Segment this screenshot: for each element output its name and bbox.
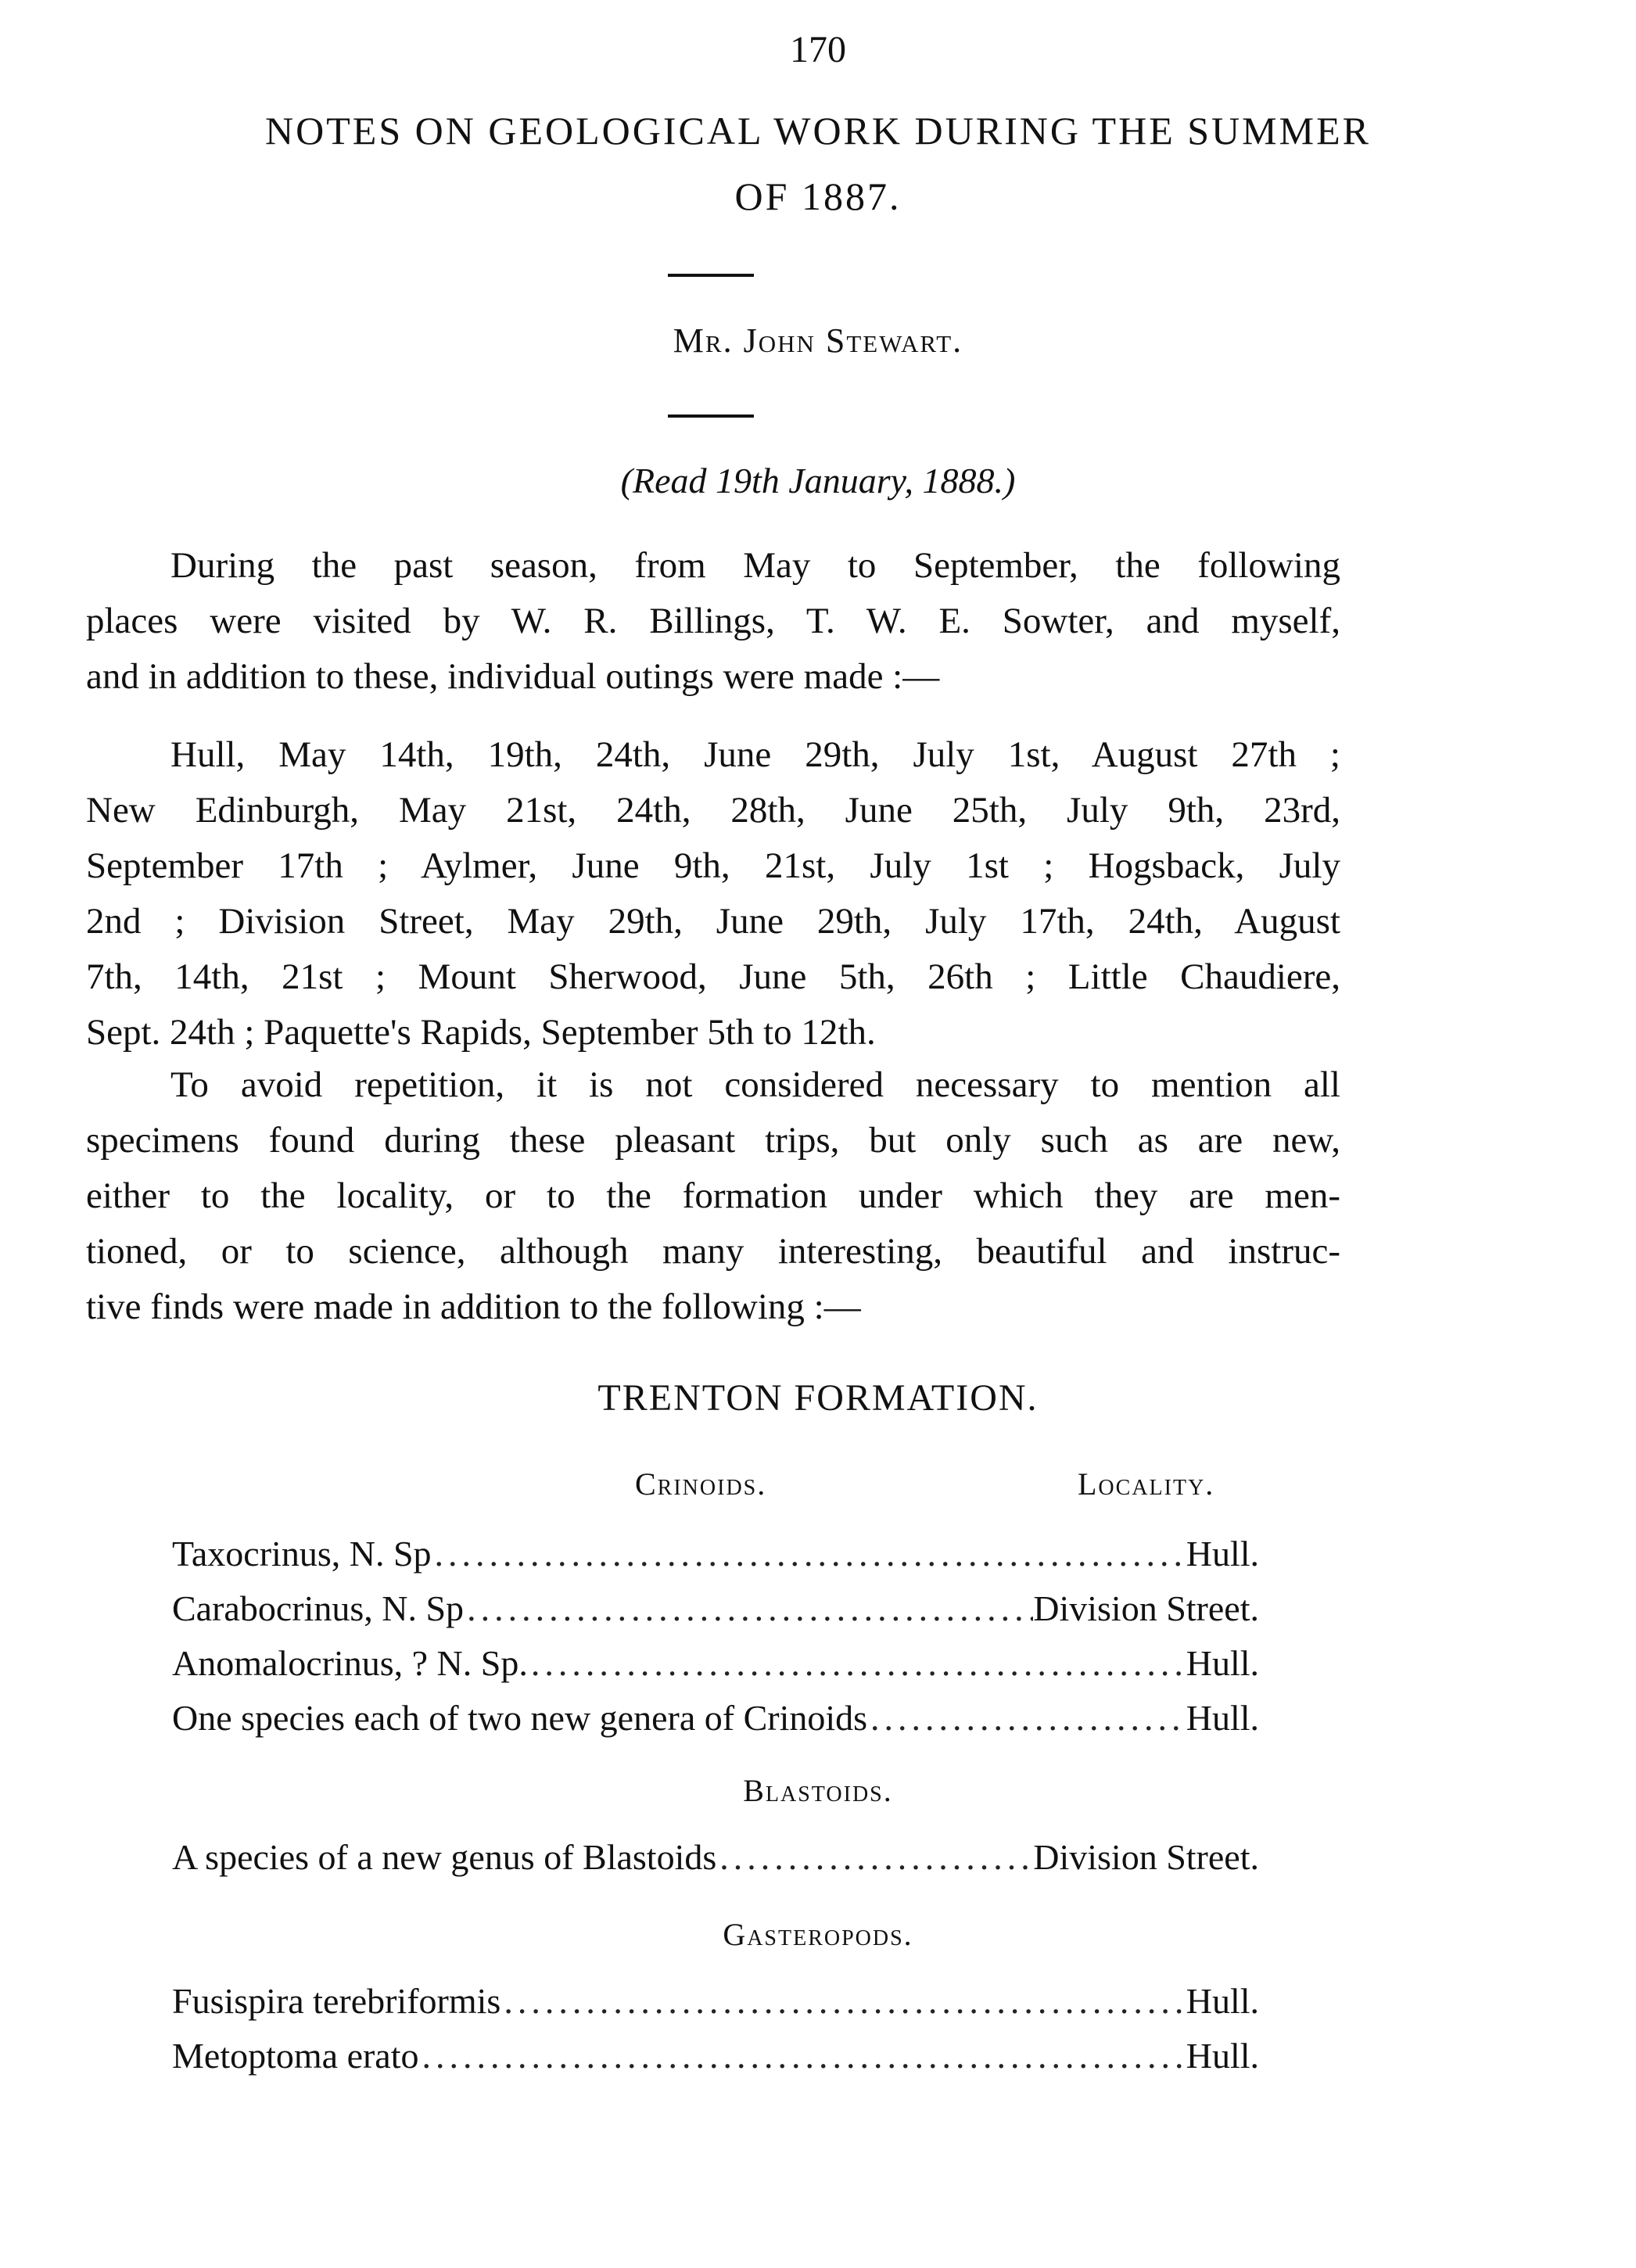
paragraph-repetition xyxy=(86,1057,1340,1335)
read-date: (Read 19th January, 1888.) xyxy=(620,461,1016,501)
specimen-name: One species each of two new genera of Crinoids xyxy=(172,1698,868,1738)
specimen-name: Metoptoma erato xyxy=(172,2036,419,2076)
paragraph-intro xyxy=(86,538,1340,705)
specimen-locality: Hull. xyxy=(1186,1643,1259,1683)
specimen-locality: Hull. xyxy=(1186,1534,1259,1574)
paragraph-line: September 17th ; Aylmer, June 9th, 21st, July 1st ; Hogsback, July xyxy=(86,845,1340,886)
specimen-locality: Hull. xyxy=(1186,1698,1259,1738)
divider-rule xyxy=(668,274,754,277)
locality-heading: Locality. xyxy=(1078,1466,1215,1502)
paragraph-dates xyxy=(86,727,1340,1060)
paragraph-line: and in addition to these, individual outings were made :— xyxy=(86,656,940,697)
paragraph-line: To avoid repetition, it is not considered necessary to mention all xyxy=(170,1064,1340,1105)
paragraph-line: tioned, or to science, although many interesting, beautiful and instruc- xyxy=(86,1231,1340,1272)
specimen-entry xyxy=(172,1642,1259,1684)
crinoids-heading: Crinoids. xyxy=(635,1466,767,1502)
paragraph-line: Sept. 24th ; Paquette's Rapids, September 5th to 12th. xyxy=(86,1012,876,1053)
specimen-name: Fusispira terebriformis xyxy=(172,1981,501,2021)
specimen-locality: Hull. xyxy=(1186,1981,1259,2021)
dot-leader xyxy=(867,1697,1186,1739)
blastoids-heading: Blastoids. xyxy=(743,1773,893,1808)
specimen-name: Anomalocrinus, ? N. Sp. xyxy=(172,1643,528,1683)
paragraph-line: New Edinburgh, May 21st, 24th, 28th, June 25th, July 9th, 23rd, xyxy=(86,790,1340,831)
paragraph-line: During the past season, from May to September, the following xyxy=(170,545,1340,586)
divider-rule xyxy=(668,414,754,418)
paragraph-line: 7th, 14th, 21st ; Mount Sherwood, June 5th, 26th ; Little Chaudiere, xyxy=(86,956,1340,997)
paragraph-line: tive finds were made in addition to the following :— xyxy=(86,1287,861,1327)
specimen-name: A species of a new genus of Blastoids xyxy=(172,1837,717,1877)
specimen-entry xyxy=(172,1697,1259,1739)
dot-leader xyxy=(500,1980,1186,2022)
dot-leader xyxy=(464,1588,1033,1629)
specimen-locality: Division Street. xyxy=(1033,1837,1259,1877)
specimen-locality: Hull. xyxy=(1186,2036,1259,2076)
author-name: Mr. John Stewart. xyxy=(673,321,963,360)
specimen-entry xyxy=(172,1588,1259,1629)
article-title-line-1: NOTES ON GEOLOGICAL WORK DURING THE SUMMER xyxy=(265,109,1371,153)
specimen-name: Carabocrinus, N. Sp xyxy=(172,1588,465,1628)
dot-leader xyxy=(432,1533,1186,1574)
gasteropods-heading: Gasteropods. xyxy=(723,1917,913,1952)
dot-leader xyxy=(419,2035,1186,2076)
specimen-entry xyxy=(172,1533,1259,1574)
specimen-entry xyxy=(172,1980,1259,2022)
article-title-line-2: OF 1887. xyxy=(734,174,902,218)
paragraph-line: either to the locality, or to the formation under which they are men- xyxy=(86,1175,1340,1216)
dot-leader xyxy=(716,1836,1033,1878)
specimen-locality: Division Street. xyxy=(1033,1588,1259,1628)
page-number: 170 xyxy=(790,29,846,70)
specimen-name: Taxocrinus, N. Sp xyxy=(172,1534,432,1574)
paragraph-line: 2nd ; Division Street, May 29th, June 29th, July 17th, 24th, August xyxy=(86,901,1340,942)
dot-leader xyxy=(528,1642,1186,1684)
paragraph-line: specimens found during these pleasant trips, but only such as are new, xyxy=(86,1120,1340,1161)
specimen-entry xyxy=(172,1836,1259,1878)
paragraph-line: places were visited by W. R. Billings, T. W. E. Sowter, and myself, xyxy=(86,601,1340,641)
paragraph-line: Hull, May 14th, 19th, 24th, June 29th, July 1st, August 27th ; xyxy=(170,734,1340,775)
specimen-entry xyxy=(172,2035,1259,2076)
section-heading: TRENTON FORMATION. xyxy=(597,1377,1039,1419)
